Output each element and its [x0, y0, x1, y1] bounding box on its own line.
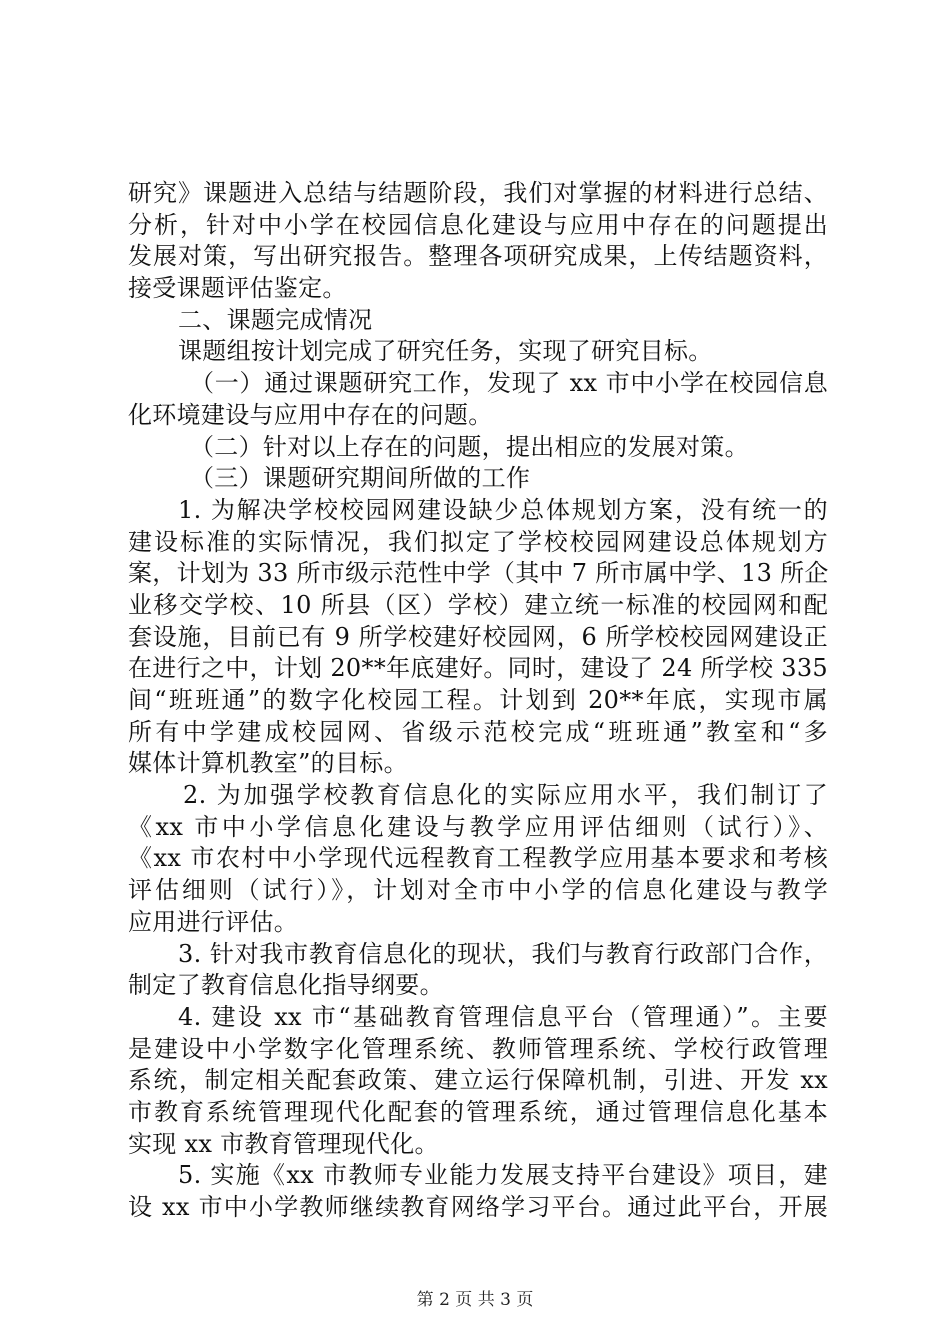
text-line: 5. 实施《xx 市教师专业能力发展支持平台建设》项目，建: [178, 1161, 828, 1190]
text-line: 案，计划为 33 所市级示范性中学（其中 7 所市属中学、13 所企: [128, 559, 829, 588]
page-footer: 第 2 页 共 3 页: [416, 1290, 534, 1310]
text-line: 分析，针对中小学在校园信息化建设与应用中存在的问题提出: [128, 210, 828, 239]
text-line: 《xx 市中小学信息化建设与教学应用评估细则（试行）》、: [128, 812, 828, 841]
document-body: [128, 178, 828, 1224]
text-line: 1. 为解决学校校园网建设缺少总体规划方案，没有统一的: [178, 495, 828, 524]
text-line: 2. 为加强学校教育信息化的实际应用水平，我们制订了: [183, 781, 828, 810]
text-line: 在进行之中，计划 20**年底建好。同时，建设了 24 所学校 335: [128, 654, 828, 683]
text-line: 是建设中小学数字化管理系统、教师管理系统、学校行政管理: [128, 1034, 828, 1063]
text-line: 4. 建设 xx 市“基础教育管理信息平台（管理通）”。主要: [178, 1002, 828, 1031]
text-line: 建设标准的实际情况，我们拟定了学校校园网建设总体规划方: [128, 527, 828, 556]
text-line: 《xx 市农村中小学现代远程教育工程教学应用基本要求和考核: [128, 844, 828, 873]
text-line: 实现 xx 市教育管理现代化。: [128, 1129, 439, 1158]
text-line: 制定了教育信息化指导纲要。: [128, 971, 444, 1000]
text-line: 评估细则（试行）》，计划对全市中小学的信息化建设与教学: [128, 876, 828, 905]
text-line: 接受课题评估鉴定。: [128, 274, 347, 303]
text-line: 3. 针对我市教育信息化的现状，我们与教育行政部门合作，: [178, 939, 828, 968]
text-line: 系统，制定相关配套政策、建立运行保障机制，引进、开发 xx: [128, 1066, 828, 1095]
text-line: 研究》课题进入总结与结题阶段，我们对掌握的材料进行总结、: [128, 179, 828, 207]
text-line: 媒体计算机教室”的目标。: [128, 749, 408, 778]
text-line: 业移交学校、10 所县（区）学校）建立统一标准的校园网和配: [128, 590, 828, 619]
text-line: 应用进行评估。: [128, 907, 299, 936]
subsection-heading: （三）课题研究期间所做的工作: [190, 464, 531, 493]
text-line: （一）通过课题研究工作，发现了 xx 市中小学在校园信息: [190, 369, 828, 398]
text-line: （二）针对以上存在的问题，提出相应的发展对策。: [190, 432, 749, 461]
section-heading: 二、课题完成情况: [178, 305, 373, 334]
text-line: 所有中学建成校园网、省级示范校完成“班班通”教室和“多: [128, 717, 828, 746]
text-line: 课题组按计划完成了研究任务，实现了研究目标。: [178, 337, 713, 366]
text-line: 市教育系统管理现代化配套的管理系统，通过管理信息化基本: [128, 1097, 828, 1126]
text-line: 套设施，目前已有 9 所学校建好校园网，6 所学校校园网建设正: [128, 622, 828, 651]
text-line: 化环境建设与应用中存在的问题。: [128, 400, 493, 429]
text-line: 间“班班通”的数字化校园工程。计划到 20**年底，实现市属: [128, 686, 828, 714]
text-line: 设 xx 市中小学教师继续教育网络学习平台。通过此平台，开展: [128, 1193, 828, 1221]
text-line: 发展对策，写出研究报告。整理各项研究成果，上传结题资料，: [128, 242, 828, 271]
